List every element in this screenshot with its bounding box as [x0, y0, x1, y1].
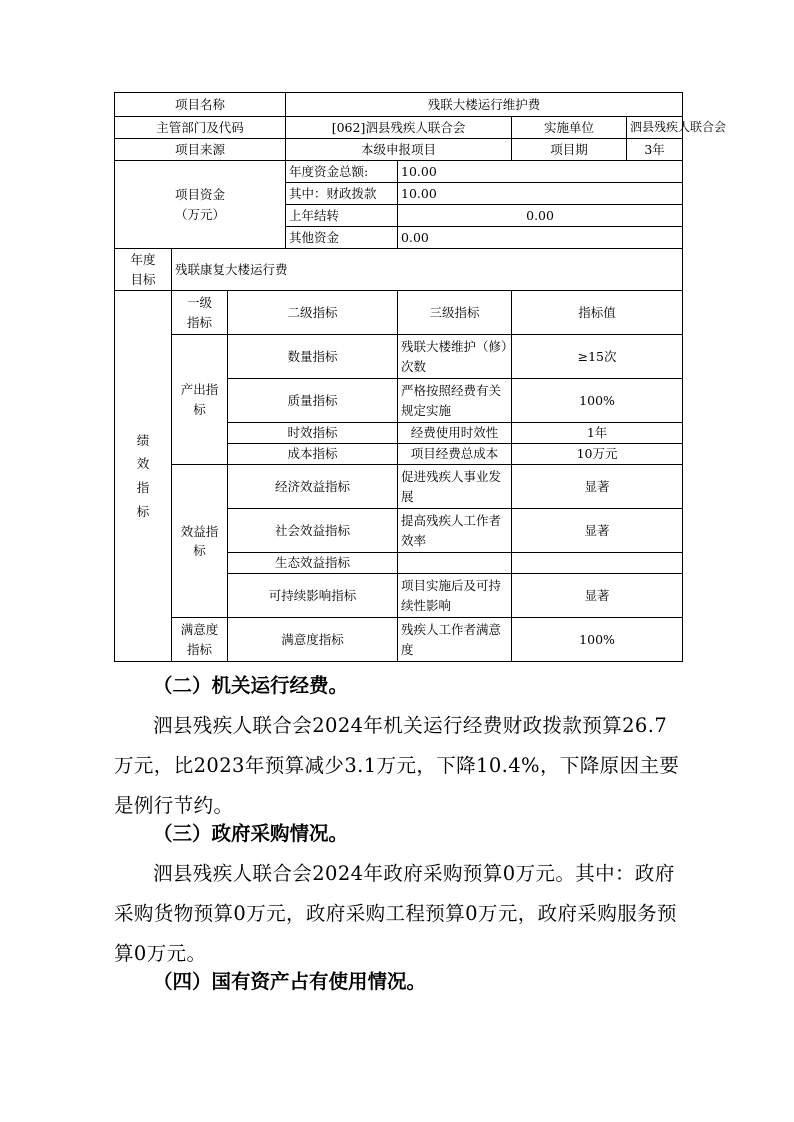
table-row: [115, 139, 683, 161]
fund-carryover-value: 0.00: [398, 205, 683, 227]
level3-cell: 经费使用时效性: [398, 423, 512, 444]
table-row: [115, 465, 683, 509]
output-group-label: 产出指标: [172, 335, 228, 465]
level2-cell: 生态效益指标: [228, 553, 398, 574]
level2-cell: 成本指标: [228, 444, 398, 465]
dept-value: [062]泗县残疾人联合会: [286, 117, 512, 139]
header-value: 指标值: [512, 291, 683, 335]
project-name-value: 残联大楼运行维护费: [286, 93, 683, 117]
header-level2: 二级指标: [228, 291, 398, 335]
fund-label-line2: （万元）: [175, 206, 226, 222]
period-value: 3年: [627, 139, 683, 161]
perf-label-char: 效: [136, 456, 150, 472]
section-2-heading: （二）机关运行经费。: [153, 674, 349, 697]
table-row: [115, 249, 683, 291]
value-cell: 显著: [512, 509, 683, 553]
benefit-group-label: 效益指标: [172, 465, 228, 618]
level3-cell: [398, 553, 512, 574]
header-level1-line2: 指标: [186, 314, 212, 330]
table-row: [115, 161, 683, 183]
level2-cell: 数量指标: [228, 335, 398, 379]
header-level1-line1: 一级: [186, 295, 212, 311]
fund-total-value: 10.00: [398, 161, 683, 183]
fund-total-label: 年度资金总额:: [286, 161, 398, 183]
dept-label: 主管部门及代码: [115, 117, 286, 139]
goal-value: 残联康复大楼运行费: [172, 249, 683, 291]
perf-label-char: 指: [136, 480, 150, 495]
level2-cell: 经济效益指标: [228, 465, 398, 509]
fund-label: [115, 161, 286, 249]
impl-unit-value: 泗县残疾人联合会: [627, 117, 683, 139]
level2-cell: 满意度指标: [228, 618, 398, 662]
section-4-heading: （四）国有资产占有使用情况。: [153, 970, 427, 993]
table-row: [115, 93, 683, 117]
impl-unit-label: 实施单位: [512, 117, 627, 139]
table-row: [115, 117, 683, 139]
fund-label-line1: 项目资金: [175, 187, 226, 203]
source-label: 项目来源: [115, 139, 286, 161]
project-name-label: 项目名称: [115, 93, 286, 117]
satisfaction-group-label: 满意度指标: [172, 618, 228, 662]
goal-label: [115, 249, 172, 291]
level3-cell: 促进残疾人事业发展: [398, 465, 512, 509]
value-cell: 100%: [512, 618, 683, 662]
value-cell: 100%: [512, 379, 683, 423]
header-level3: 三级指标: [398, 291, 512, 335]
level3-cell: 项目经费总成本: [398, 444, 512, 465]
fund-fiscal-value: 10.00: [398, 183, 683, 205]
fund-other-value: 0.00: [398, 227, 683, 249]
fund-other-label: 其他资金: [286, 227, 398, 249]
goal-label-line1: 年度: [130, 252, 156, 268]
section-3-heading: （三）政府采购情况。: [153, 822, 349, 845]
value-cell: 1年: [512, 423, 683, 444]
level3-cell: 项目实施后及可持续性影响: [398, 574, 512, 618]
value-cell: [512, 553, 683, 574]
fund-fiscal-label: 其中：财政拨款: [286, 183, 398, 205]
period-label: 项目期: [512, 139, 627, 161]
value-cell: 显著: [512, 574, 683, 618]
level3-cell: 残联大楼维护（修）次数: [398, 335, 512, 379]
section-2-body: 泗县残疾人联合会2024年机关运行经费财政拨款预算26.7万元，比2023年预算减少3.1万元，下降10.4%，下降原因主要是例行节约。: [114, 714, 680, 817]
header-level1: [172, 291, 228, 335]
perf-label-char: 绩: [136, 432, 150, 448]
table-row: [115, 618, 683, 662]
performance-indicator-label: [115, 291, 172, 662]
level2-cell: 社会效益指标: [228, 509, 398, 553]
section-3-body: 泗县残疾人联合会2024年政府采购预算0万元。其中：政府采购货物预算0万元，政府采购工程预算0万元，政府采购服务预算0万元。: [114, 862, 677, 965]
level3-cell: 严格按照经费有关规定实施: [398, 379, 512, 423]
goal-label-line2: 目标: [130, 271, 156, 287]
performance-target-table: [114, 92, 727, 662]
source-value: 本级申报项目: [286, 139, 512, 161]
level3-cell: 提高残疾人工作者效率: [398, 509, 512, 553]
fund-carryover-label: 上年结转: [286, 205, 398, 227]
table-row: [115, 335, 683, 379]
level3-cell: 残疾人工作者满意度: [398, 618, 512, 662]
table-row: [115, 291, 683, 335]
level2-cell: 质量指标: [228, 379, 398, 423]
level2-cell: 可持续影响指标: [228, 574, 398, 618]
value-cell: ≥15次: [512, 335, 683, 379]
value-cell: 显著: [512, 465, 683, 509]
perf-label-char: 标: [136, 503, 150, 519]
level2-cell: 时效指标: [228, 423, 398, 444]
value-cell: 10万元: [512, 444, 683, 465]
